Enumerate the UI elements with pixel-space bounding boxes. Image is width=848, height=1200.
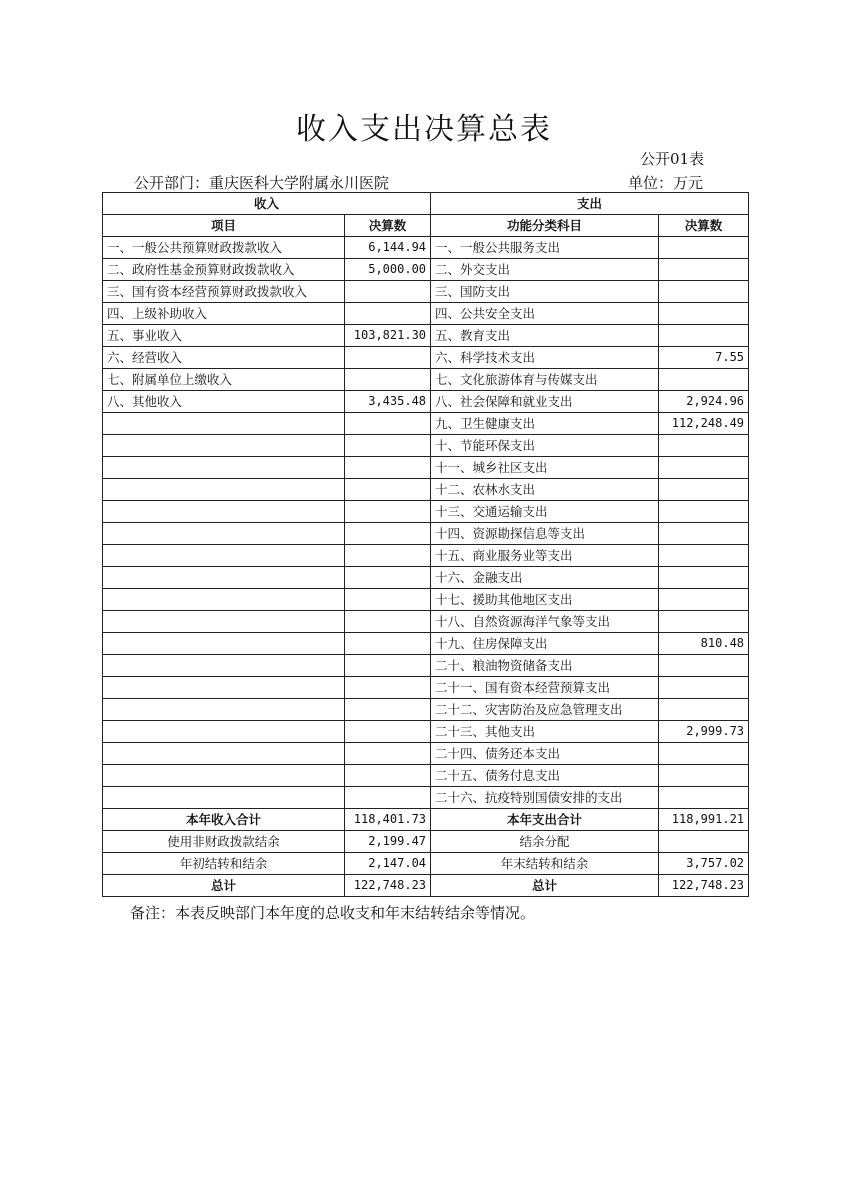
income-amount-cell — [345, 655, 431, 677]
income-item-cell: 三、国有资本经营预算财政拨款收入 — [103, 281, 345, 303]
expense-amount-cell — [659, 457, 749, 479]
income-item-cell: 一、一般公共预算财政拨款收入 — [103, 237, 345, 259]
income-item-cell — [103, 567, 345, 589]
income-amount-cell: 2,147.04 — [345, 853, 431, 875]
income-amount-cell: 118,401.73 — [345, 809, 431, 831]
expense-amount-cell — [659, 743, 749, 765]
expense-amount-cell — [659, 325, 749, 347]
expense-item-cell: 四、公共安全支出 — [431, 303, 659, 325]
table-row — [103, 435, 749, 457]
expense-amount-cell — [659, 259, 749, 281]
table-row — [103, 589, 749, 611]
expense-amount-cell — [659, 237, 749, 259]
table-row — [103, 787, 749, 809]
expense-item-cell: 二十六、抗疫特别国债安排的支出 — [431, 787, 659, 809]
func-item-header: 功能分类科目 — [431, 215, 659, 237]
footnote: 备注：本表反映部门本年度的总收支和年末结转结余等情况。 — [130, 904, 536, 922]
expense-item-cell: 总计 — [431, 875, 659, 897]
summary-row — [103, 875, 749, 897]
expense-amount-cell — [659, 589, 749, 611]
income-item-cell — [103, 501, 345, 523]
amount2-header: 决算数 — [659, 215, 749, 237]
income-item-cell — [103, 743, 345, 765]
expense-header: 支出 — [431, 193, 749, 215]
expense-amount-cell: 2,924.96 — [659, 391, 749, 413]
table-row — [103, 369, 749, 391]
income-item-cell: 本年收入合计 — [103, 809, 345, 831]
expense-item-cell: 五、教育支出 — [431, 325, 659, 347]
income-item-cell: 二、政府性基金预算财政拨款收入 — [103, 259, 345, 281]
expense-amount-cell: 112,248.49 — [659, 413, 749, 435]
income-item-cell — [103, 479, 345, 501]
income-item-cell — [103, 589, 345, 611]
summary-row — [103, 831, 749, 853]
income-amount-cell: 103,821.30 — [345, 325, 431, 347]
section-header-row — [103, 193, 749, 215]
income-item-cell — [103, 699, 345, 721]
expense-amount-cell: 122,748.23 — [659, 875, 749, 897]
expense-item-cell: 十一、城乡社区支出 — [431, 457, 659, 479]
budget-table — [102, 192, 749, 897]
table-row — [103, 743, 749, 765]
expense-item-cell: 三、国防支出 — [431, 281, 659, 303]
income-amount-cell — [345, 457, 431, 479]
table-row — [103, 633, 749, 655]
expense-amount-cell — [659, 655, 749, 677]
expense-amount-cell: 810.48 — [659, 633, 749, 655]
income-item-cell — [103, 611, 345, 633]
income-item-cell — [103, 721, 345, 743]
table-row — [103, 259, 749, 281]
income-header: 收入 — [103, 193, 431, 215]
table-row — [103, 501, 749, 523]
expense-amount-cell — [659, 611, 749, 633]
income-item-cell: 六、经营收入 — [103, 347, 345, 369]
income-amount-cell — [345, 501, 431, 523]
income-item-cell — [103, 677, 345, 699]
expense-item-cell: 十三、交通运输支出 — [431, 501, 659, 523]
summary-row — [103, 809, 749, 831]
expense-amount-cell — [659, 787, 749, 809]
expense-amount-cell: 7.55 — [659, 347, 749, 369]
expense-amount-cell — [659, 523, 749, 545]
income-amount-cell — [345, 787, 431, 809]
expense-amount-cell — [659, 435, 749, 457]
income-amount-cell — [345, 611, 431, 633]
table-row — [103, 655, 749, 677]
income-item-cell — [103, 545, 345, 567]
expense-item-cell: 九、卫生健康支出 — [431, 413, 659, 435]
table-row — [103, 611, 749, 633]
table-row — [103, 721, 749, 743]
income-item-cell — [103, 787, 345, 809]
income-amount-cell — [345, 633, 431, 655]
expense-item-cell: 十八、自然资源海洋气象等支出 — [431, 611, 659, 633]
expense-item-cell: 年末结转和结余 — [431, 853, 659, 875]
table-row — [103, 765, 749, 787]
table-row — [103, 237, 749, 259]
income-amount-cell — [345, 545, 431, 567]
unit-label: 单位：万元 — [628, 174, 704, 192]
income-item-cell: 五、事业收入 — [103, 325, 345, 347]
income-item-cell: 使用非财政拨款结余 — [103, 831, 345, 853]
income-item-cell: 八、其他收入 — [103, 391, 345, 413]
expense-amount-cell — [659, 831, 749, 853]
table-row — [103, 567, 749, 589]
income-amount-cell: 6,144.94 — [345, 237, 431, 259]
income-amount-cell: 2,199.47 — [345, 831, 431, 853]
income-item-cell: 总计 — [103, 875, 345, 897]
expense-amount-cell — [659, 699, 749, 721]
income-item-cell: 七、附属单位上缴收入 — [103, 369, 345, 391]
income-item-cell: 年初结转和结余 — [103, 853, 345, 875]
income-amount-cell: 3,435.48 — [345, 391, 431, 413]
summary-row — [103, 853, 749, 875]
income-amount-cell — [345, 567, 431, 589]
expense-item-cell: 十、节能环保支出 — [431, 435, 659, 457]
income-amount-cell — [345, 721, 431, 743]
expense-item-cell: 二十、粮油物资储备支出 — [431, 655, 659, 677]
expense-amount-cell — [659, 303, 749, 325]
table-row — [103, 457, 749, 479]
table-row — [103, 347, 749, 369]
table-row — [103, 325, 749, 347]
amount-header: 决算数 — [345, 215, 431, 237]
income-amount-cell — [345, 347, 431, 369]
income-item-cell — [103, 523, 345, 545]
table-row — [103, 303, 749, 325]
income-amount-cell — [345, 699, 431, 721]
table-row — [103, 391, 749, 413]
expense-amount-cell — [659, 369, 749, 391]
table-row — [103, 699, 749, 721]
item-header: 项目 — [103, 215, 345, 237]
income-amount-cell — [345, 413, 431, 435]
expense-amount-cell — [659, 765, 749, 787]
expense-item-cell: 十五、商业服务业等支出 — [431, 545, 659, 567]
expense-item-cell: 二十三、其他支出 — [431, 721, 659, 743]
expense-item-cell: 结余分配 — [431, 831, 659, 853]
expense-amount-cell — [659, 501, 749, 523]
table-row — [103, 677, 749, 699]
table-row — [103, 523, 749, 545]
income-item-cell — [103, 413, 345, 435]
department-label: 公开部门：重庆医科大学附属永川医院 — [134, 174, 390, 192]
income-item-cell — [103, 633, 345, 655]
expense-item-cell: 二十一、国有资本经营预算支出 — [431, 677, 659, 699]
expense-amount-cell: 118,991.21 — [659, 809, 749, 831]
expense-item-cell: 二十四、债务还本支出 — [431, 743, 659, 765]
table-row — [103, 545, 749, 567]
expense-item-cell: 十二、农林水支出 — [431, 479, 659, 501]
expense-item-cell: 二十五、债务付息支出 — [431, 765, 659, 787]
expense-amount-cell: 3,757.02 — [659, 853, 749, 875]
expense-amount-cell — [659, 545, 749, 567]
income-amount-cell — [345, 523, 431, 545]
income-item-cell: 四、上级补助收入 — [103, 303, 345, 325]
expense-item-cell: 本年支出合计 — [431, 809, 659, 831]
income-amount-cell — [345, 589, 431, 611]
column-header-row — [103, 215, 749, 237]
expense-item-cell: 六、科学技术支出 — [431, 347, 659, 369]
expense-amount-cell — [659, 479, 749, 501]
expense-item-cell: 八、社会保障和就业支出 — [431, 391, 659, 413]
expense-item-cell: 一、一般公共服务支出 — [431, 237, 659, 259]
income-amount-cell — [345, 677, 431, 699]
table-row — [103, 413, 749, 435]
expense-item-cell: 二十二、灾害防治及应急管理支出 — [431, 699, 659, 721]
expense-item-cell: 二、外交支出 — [431, 259, 659, 281]
income-amount-cell — [345, 479, 431, 501]
income-item-cell — [103, 765, 345, 787]
table-row — [103, 479, 749, 501]
income-amount-cell: 5,000.00 — [345, 259, 431, 281]
expense-amount-cell — [659, 567, 749, 589]
income-amount-cell — [345, 765, 431, 787]
income-amount-cell — [345, 281, 431, 303]
page-title: 收入支出决算总表 — [296, 112, 552, 147]
expense-item-cell: 十七、援助其他地区支出 — [431, 589, 659, 611]
expense-item-cell: 十四、资源勘探信息等支出 — [431, 523, 659, 545]
income-item-cell — [103, 435, 345, 457]
income-amount-cell — [345, 435, 431, 457]
income-amount-cell — [345, 303, 431, 325]
expense-item-cell: 十九、住房保障支出 — [431, 633, 659, 655]
income-item-cell — [103, 457, 345, 479]
expense-amount-cell: 2,999.73 — [659, 721, 749, 743]
table-number: 公开01表 — [640, 150, 705, 168]
expense-amount-cell — [659, 281, 749, 303]
income-item-cell — [103, 655, 345, 677]
table-row — [103, 281, 749, 303]
income-amount-cell — [345, 743, 431, 765]
expense-amount-cell — [659, 677, 749, 699]
income-amount-cell — [345, 369, 431, 391]
income-amount-cell: 122,748.23 — [345, 875, 431, 897]
expense-item-cell: 七、文化旅游体育与传媒支出 — [431, 369, 659, 391]
expense-item-cell: 十六、金融支出 — [431, 567, 659, 589]
